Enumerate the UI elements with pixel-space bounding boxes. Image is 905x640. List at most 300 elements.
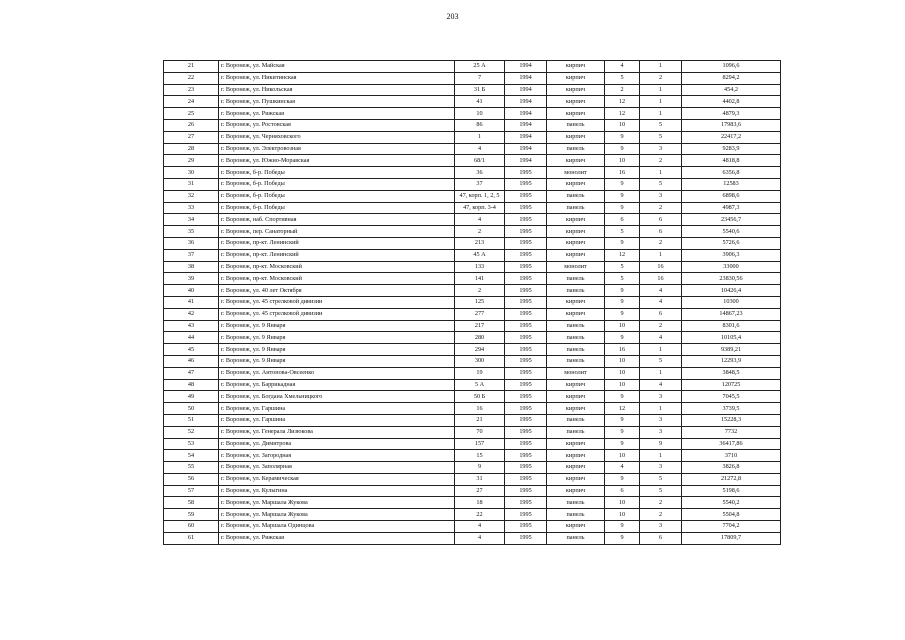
entrances-cell: 1 — [640, 61, 682, 73]
row-number-cell: 54 — [164, 450, 219, 462]
address-cell: г. Воронеж, ул. Электровозная — [219, 143, 455, 155]
build-year-cell: 1995 — [505, 355, 547, 367]
entrances-cell: 6 — [640, 214, 682, 226]
row-number-cell: 23 — [164, 84, 219, 96]
wall-material-cell: кирпич — [547, 84, 605, 96]
wall-material-cell: кирпич — [547, 108, 605, 120]
house-number-cell: 125 — [455, 296, 505, 308]
floors-cell: 5 — [605, 72, 640, 84]
entrances-cell: 4 — [640, 296, 682, 308]
entrances-cell: 5 — [640, 485, 682, 497]
table-row — [164, 320, 781, 332]
row-number-cell: 59 — [164, 509, 219, 521]
floors-cell: 9 — [605, 131, 640, 143]
floors-cell: 5 — [605, 226, 640, 238]
entrances-cell: 3 — [640, 143, 682, 155]
wall-material-cell: кирпич — [547, 214, 605, 226]
address-cell: г. Воронеж, ул. Южно-Моравская — [219, 155, 455, 167]
build-year-cell: 1995 — [505, 167, 547, 179]
table-row — [164, 84, 781, 96]
area-cell: 7045,5 — [682, 391, 781, 403]
house-number-cell: 1 — [455, 131, 505, 143]
area-cell: 9389,21 — [682, 344, 781, 356]
wall-material-cell: панель — [547, 332, 605, 344]
build-year-cell: 1995 — [505, 462, 547, 474]
house-number-cell: 277 — [455, 308, 505, 320]
entrances-cell: 2 — [640, 237, 682, 249]
address-cell: г. Воронеж, ул. 9 Января — [219, 332, 455, 344]
build-year-cell: 1994 — [505, 155, 547, 167]
entrances-cell: 16 — [640, 261, 682, 273]
area-cell: 4987,3 — [682, 202, 781, 214]
build-year-cell: 1995 — [505, 285, 547, 297]
house-number-cell: 157 — [455, 438, 505, 450]
address-cell: г. Воронеж, ул. Генерала Лизюкова — [219, 426, 455, 438]
floors-cell: 9 — [605, 332, 640, 344]
floors-cell: 10 — [605, 509, 640, 521]
area-cell: 4402,8 — [682, 96, 781, 108]
entrances-cell: 1 — [640, 84, 682, 96]
wall-material-cell: кирпич — [547, 391, 605, 403]
house-number-cell: 18 — [455, 497, 505, 509]
address-cell: г. Воронеж, ул. 45 стрелковой дивизии — [219, 296, 455, 308]
row-number-cell: 51 — [164, 414, 219, 426]
floors-cell: 9 — [605, 391, 640, 403]
floors-cell: 9 — [605, 473, 640, 485]
wall-material-cell: панель — [547, 497, 605, 509]
house-number-cell: 36 — [455, 167, 505, 179]
wall-material-cell: панель — [547, 285, 605, 297]
wall-material-cell: монолит — [547, 261, 605, 273]
table-row — [164, 462, 781, 474]
floors-cell: 10 — [605, 155, 640, 167]
build-year-cell: 1994 — [505, 119, 547, 131]
house-number-cell: 47, корп. 3-4 — [455, 202, 505, 214]
table-row — [164, 285, 781, 297]
entrances-cell: 1 — [640, 367, 682, 379]
house-number-cell: 41 — [455, 96, 505, 108]
build-year-cell: 1995 — [505, 178, 547, 190]
address-cell: г. Воронеж, ул. Пушкинская — [219, 96, 455, 108]
address-cell: г. Воронеж, пр-кт. Ленинский — [219, 249, 455, 261]
entrances-cell: 5 — [640, 119, 682, 131]
entrances-cell: 2 — [640, 155, 682, 167]
floors-cell: 9 — [605, 532, 640, 544]
floors-cell: 4 — [605, 462, 640, 474]
address-cell: г. Воронеж, ул. Антонова-Овсеенко — [219, 367, 455, 379]
address-cell: г. Воронеж, ул. Черняховского — [219, 131, 455, 143]
build-year-cell: 1995 — [505, 237, 547, 249]
row-number-cell: 47 — [164, 367, 219, 379]
entrances-cell: 5 — [640, 131, 682, 143]
house-number-cell: 37 — [455, 178, 505, 190]
house-number-cell: 15 — [455, 450, 505, 462]
table-row — [164, 202, 781, 214]
wall-material-cell: кирпич — [547, 462, 605, 474]
build-year-cell: 1995 — [505, 391, 547, 403]
entrances-cell: 4 — [640, 332, 682, 344]
build-year-cell: 1994 — [505, 143, 547, 155]
wall-material-cell: кирпич — [547, 296, 605, 308]
table-row — [164, 155, 781, 167]
floors-cell: 9 — [605, 237, 640, 249]
table-row — [164, 261, 781, 273]
floors-cell: 9 — [605, 190, 640, 202]
wall-material-cell: кирпич — [547, 155, 605, 167]
floors-cell: 9 — [605, 178, 640, 190]
wall-material-cell: кирпич — [547, 450, 605, 462]
area-cell: 33000 — [682, 261, 781, 273]
table-row — [164, 214, 781, 226]
floors-cell: 4 — [605, 61, 640, 73]
floors-cell: 9 — [605, 308, 640, 320]
row-number-cell: 45 — [164, 344, 219, 356]
table-row — [164, 178, 781, 190]
house-number-cell: 217 — [455, 320, 505, 332]
address-cell: г. Воронеж, б-р. Победы — [219, 167, 455, 179]
build-year-cell: 1995 — [505, 532, 547, 544]
wall-material-cell: кирпич — [547, 61, 605, 73]
entrances-cell: 2 — [640, 72, 682, 84]
area-cell: 5540,6 — [682, 226, 781, 238]
build-year-cell: 1995 — [505, 202, 547, 214]
build-year-cell: 1995 — [505, 308, 547, 320]
address-cell: г. Воронеж, пр-кт. Московский — [219, 261, 455, 273]
table-row — [164, 167, 781, 179]
area-cell: 17809,7 — [682, 532, 781, 544]
address-cell: г. Воронеж, ул. Богдана Хмельницкого — [219, 391, 455, 403]
address-cell: г. Воронеж, б-р. Победы — [219, 190, 455, 202]
floors-cell: 12 — [605, 108, 640, 120]
row-number-cell: 42 — [164, 308, 219, 320]
floors-cell: 10 — [605, 450, 640, 462]
table-row — [164, 521, 781, 533]
house-number-cell: 86 — [455, 119, 505, 131]
area-cell: 9283,9 — [682, 143, 781, 155]
wall-material-cell: кирпич — [547, 308, 605, 320]
address-cell: г. Воронеж, ул. Заполярная — [219, 462, 455, 474]
area-cell: 8301,6 — [682, 320, 781, 332]
address-cell: г. Воронеж, ул. Никитинская — [219, 72, 455, 84]
area-cell: 3906,3 — [682, 249, 781, 261]
house-number-cell: 25 А — [455, 61, 505, 73]
build-year-cell: 1995 — [505, 521, 547, 533]
address-cell: г. Воронеж, пер. Санаторный — [219, 226, 455, 238]
area-cell: 6356,8 — [682, 167, 781, 179]
wall-material-cell: кирпич — [547, 379, 605, 391]
table-row — [164, 497, 781, 509]
wall-material-cell: панель — [547, 320, 605, 332]
row-number-cell: 44 — [164, 332, 219, 344]
build-year-cell: 1995 — [505, 273, 547, 285]
area-cell: 454,2 — [682, 84, 781, 96]
table-row — [164, 61, 781, 73]
area-cell: 10300 — [682, 296, 781, 308]
area-cell: 8294,2 — [682, 72, 781, 84]
area-cell: 4818,8 — [682, 155, 781, 167]
area-cell: 5504,8 — [682, 509, 781, 521]
house-number-cell: 10 — [455, 108, 505, 120]
entrances-cell: 2 — [640, 202, 682, 214]
build-year-cell: 1995 — [505, 214, 547, 226]
address-cell: г. Воронеж, ул. Загородная — [219, 450, 455, 462]
entrances-cell: 5 — [640, 355, 682, 367]
table-row — [164, 426, 781, 438]
row-number-cell: 26 — [164, 119, 219, 131]
wall-material-cell: кирпич — [547, 485, 605, 497]
area-cell: 5726,6 — [682, 237, 781, 249]
area-cell: 17983,6 — [682, 119, 781, 131]
area-cell: 21272,8 — [682, 473, 781, 485]
house-number-cell: 7 — [455, 72, 505, 84]
address-cell: г. Воронеж, ул. Гаршина — [219, 403, 455, 415]
address-cell: г. Воронеж, пр-кт. Ленинский — [219, 237, 455, 249]
build-year-cell: 1995 — [505, 367, 547, 379]
floors-cell: 9 — [605, 143, 640, 155]
floors-cell: 5 — [605, 273, 640, 285]
area-cell: 23456,7 — [682, 214, 781, 226]
area-cell: 12583 — [682, 178, 781, 190]
wall-material-cell: кирпич — [547, 403, 605, 415]
address-cell: г. Воронеж, ул. Баррикадная — [219, 379, 455, 391]
area-cell: 4879,3 — [682, 108, 781, 120]
table-row — [164, 273, 781, 285]
table-row — [164, 296, 781, 308]
address-cell: г. Воронеж, б-р. Победы — [219, 178, 455, 190]
table-row — [164, 473, 781, 485]
house-number-cell: 141 — [455, 273, 505, 285]
address-cell: г. Воронеж, ул. Кулыгина — [219, 485, 455, 497]
address-cell: г. Воронеж, б-р. Победы — [219, 202, 455, 214]
area-cell: 14867,23 — [682, 308, 781, 320]
area-cell: 120725 — [682, 379, 781, 391]
table-row — [164, 367, 781, 379]
build-year-cell: 1995 — [505, 190, 547, 202]
house-number-cell: 2 — [455, 285, 505, 297]
address-cell: г. Воронеж, ул. Рижская — [219, 532, 455, 544]
entrances-cell: 5 — [640, 178, 682, 190]
row-number-cell: 43 — [164, 320, 219, 332]
area-cell: 7732 — [682, 426, 781, 438]
floors-cell: 9 — [605, 285, 640, 297]
entrances-cell: 3 — [640, 521, 682, 533]
entrances-cell: 3 — [640, 190, 682, 202]
entrances-cell: 1 — [640, 249, 682, 261]
floors-cell: 6 — [605, 214, 640, 226]
floors-cell: 10 — [605, 367, 640, 379]
house-number-cell: 4 — [455, 214, 505, 226]
wall-material-cell: монолит — [547, 367, 605, 379]
entrances-cell: 1 — [640, 96, 682, 108]
entrances-cell: 16 — [640, 273, 682, 285]
table-body — [164, 61, 781, 545]
house-number-cell: 27 — [455, 485, 505, 497]
build-year-cell: 1995 — [505, 426, 547, 438]
floors-cell: 9 — [605, 426, 640, 438]
row-number-cell: 52 — [164, 426, 219, 438]
table-row — [164, 226, 781, 238]
address-cell: г. Воронеж, ул. Рижская — [219, 108, 455, 120]
area-cell: 3739,5 — [682, 403, 781, 415]
entrances-cell: 4 — [640, 379, 682, 391]
house-number-cell: 4 — [455, 143, 505, 155]
floors-cell: 9 — [605, 414, 640, 426]
wall-material-cell: панель — [547, 202, 605, 214]
house-number-cell: 47, корп. 1, 2, 5 — [455, 190, 505, 202]
address-cell: г. Воронеж, ул. Никольская — [219, 84, 455, 96]
floors-cell: 5 — [605, 261, 640, 273]
row-number-cell: 49 — [164, 391, 219, 403]
address-cell: г. Воронеж, наб. Спортивная — [219, 214, 455, 226]
build-year-cell: 1994 — [505, 96, 547, 108]
page-number: 203 — [446, 12, 459, 21]
wall-material-cell: панель — [547, 426, 605, 438]
house-number-cell: 9 — [455, 462, 505, 474]
area-cell: 10105,4 — [682, 332, 781, 344]
row-number-cell: 53 — [164, 438, 219, 450]
floors-cell: 9 — [605, 296, 640, 308]
address-cell: г. Воронеж, пр-кт. Московский — [219, 273, 455, 285]
row-number-cell: 33 — [164, 202, 219, 214]
floors-cell: 10 — [605, 320, 640, 332]
floors-cell: 10 — [605, 119, 640, 131]
row-number-cell: 35 — [164, 226, 219, 238]
build-year-cell: 1995 — [505, 261, 547, 273]
entrances-cell: 5 — [640, 473, 682, 485]
entrances-cell: 1 — [640, 344, 682, 356]
row-number-cell: 34 — [164, 214, 219, 226]
table-row — [164, 332, 781, 344]
row-number-cell: 55 — [164, 462, 219, 474]
row-number-cell: 40 — [164, 285, 219, 297]
floors-cell: 16 — [605, 167, 640, 179]
area-cell: 3826,8 — [682, 462, 781, 474]
house-number-cell: 2 — [455, 226, 505, 238]
build-year-cell: 1995 — [505, 473, 547, 485]
entrances-cell: 1 — [640, 403, 682, 415]
house-number-cell: 4 — [455, 532, 505, 544]
wall-material-cell: кирпич — [547, 473, 605, 485]
area-cell: 3848,5 — [682, 367, 781, 379]
wall-material-cell: панель — [547, 532, 605, 544]
wall-material-cell: кирпич — [547, 438, 605, 450]
row-number-cell: 39 — [164, 273, 219, 285]
build-year-cell: 1994 — [505, 131, 547, 143]
address-cell: г. Воронеж, ул. Гаршина — [219, 414, 455, 426]
entrances-cell: 1 — [640, 167, 682, 179]
area-cell: 23830,56 — [682, 273, 781, 285]
build-year-cell: 1995 — [505, 438, 547, 450]
entrances-cell: 2 — [640, 320, 682, 332]
house-number-cell: 45 А — [455, 249, 505, 261]
wall-material-cell: панель — [547, 414, 605, 426]
build-year-cell: 1994 — [505, 84, 547, 96]
address-cell: г. Воронеж, ул. 9 Января — [219, 344, 455, 356]
table-row — [164, 355, 781, 367]
house-number-cell: 31 Б — [455, 84, 505, 96]
entrances-cell: 4 — [640, 285, 682, 297]
wall-material-cell: кирпич — [547, 72, 605, 84]
build-year-cell: 1995 — [505, 509, 547, 521]
area-cell: 15228,3 — [682, 414, 781, 426]
entrances-cell: 3 — [640, 391, 682, 403]
house-number-cell: 19 — [455, 367, 505, 379]
floors-cell: 10 — [605, 355, 640, 367]
floors-cell: 9 — [605, 521, 640, 533]
entrances-cell: 2 — [640, 497, 682, 509]
area-cell: 3710 — [682, 450, 781, 462]
build-year-cell: 1995 — [505, 497, 547, 509]
row-number-cell: 57 — [164, 485, 219, 497]
house-number-cell: 31 — [455, 473, 505, 485]
floors-cell: 12 — [605, 96, 640, 108]
area-cell: 5198,6 — [682, 485, 781, 497]
house-number-cell: 280 — [455, 332, 505, 344]
area-cell: 7704,2 — [682, 521, 781, 533]
area-cell: 22417,2 — [682, 131, 781, 143]
address-cell: г. Воронеж, ул. Маршала Жукова — [219, 509, 455, 521]
row-number-cell: 22 — [164, 72, 219, 84]
address-cell: г. Воронеж, ул. Ростовская — [219, 119, 455, 131]
floors-cell: 12 — [605, 403, 640, 415]
table-row — [164, 379, 781, 391]
house-number-cell: 294 — [455, 344, 505, 356]
wall-material-cell: панель — [547, 143, 605, 155]
area-cell: 6898,6 — [682, 190, 781, 202]
floors-cell: 16 — [605, 344, 640, 356]
entrances-cell: 3 — [640, 462, 682, 474]
house-number-cell: 70 — [455, 426, 505, 438]
build-year-cell: 1995 — [505, 320, 547, 332]
floors-cell: 10 — [605, 497, 640, 509]
entrances-cell: 3 — [640, 426, 682, 438]
house-number-cell: 50 Б — [455, 391, 505, 403]
wall-material-cell: кирпич — [547, 237, 605, 249]
entrances-cell: 1 — [640, 108, 682, 120]
build-year-cell: 1994 — [505, 61, 547, 73]
row-number-cell: 61 — [164, 532, 219, 544]
house-number-cell: 133 — [455, 261, 505, 273]
table-row — [164, 532, 781, 544]
floors-cell: 10 — [605, 379, 640, 391]
table-row — [164, 237, 781, 249]
table-row — [164, 438, 781, 450]
table-row — [164, 485, 781, 497]
table-row — [164, 190, 781, 202]
row-number-cell: 28 — [164, 143, 219, 155]
table-row — [164, 344, 781, 356]
table-row — [164, 403, 781, 415]
area-cell: 5540,2 — [682, 497, 781, 509]
wall-material-cell: кирпич — [547, 226, 605, 238]
house-number-cell: 213 — [455, 237, 505, 249]
entrances-cell: 6 — [640, 308, 682, 320]
wall-material-cell: панель — [547, 509, 605, 521]
address-cell: г. Воронеж, ул. 45 стрелковой дивизии — [219, 308, 455, 320]
floors-cell: 6 — [605, 485, 640, 497]
row-number-cell: 58 — [164, 497, 219, 509]
table-row — [164, 391, 781, 403]
build-year-cell: 1995 — [505, 344, 547, 356]
row-number-cell: 31 — [164, 178, 219, 190]
build-year-cell: 1995 — [505, 414, 547, 426]
row-number-cell: 21 — [164, 61, 219, 73]
floors-cell: 9 — [605, 438, 640, 450]
row-number-cell: 41 — [164, 296, 219, 308]
wall-material-cell: кирпич — [547, 131, 605, 143]
house-number-cell: 5 А — [455, 379, 505, 391]
wall-material-cell: панель — [547, 190, 605, 202]
